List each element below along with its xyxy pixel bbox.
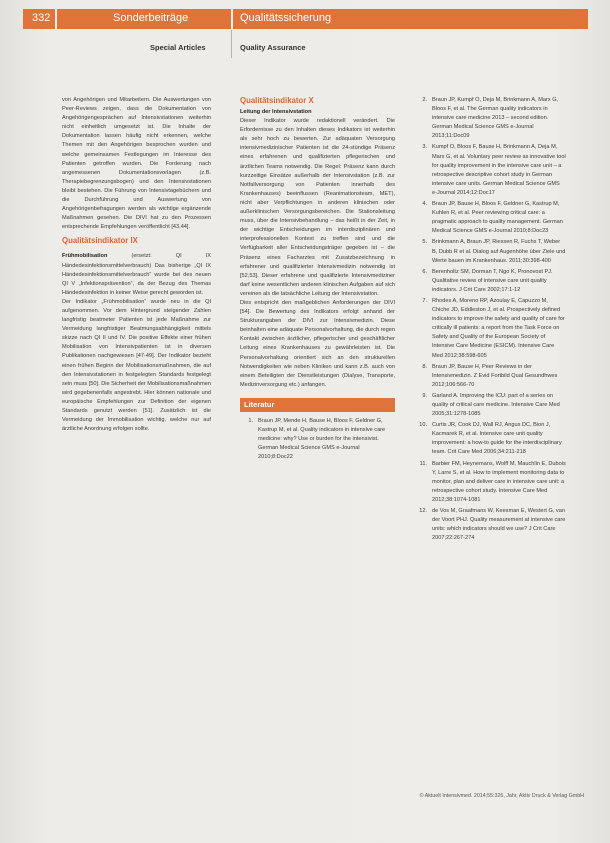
reference-text: Braun JP, Bause H, Peer Reviews in der Intensivmedizin. Z Evid Fortbild Qual Gesundhwes 2012;106:566-70 (432, 363, 558, 388)
reference-number: 11. (419, 460, 427, 467)
reference-item (414, 268, 566, 295)
reference-item (414, 143, 566, 198)
subheading (240, 108, 395, 117)
paragraph-text: (ersetzt: QI IX Händedesinfektionsmittelverbrauch) Das bisherige „QI IX Händedesinfektionsmittelverbrauch“ wurde bei des neuen QI V „Infektionsprävention“, da der Bezug des Themas Händedesinfektion in keiner Weise gerecht geworden ist. (62, 253, 211, 296)
reference-number: 5. (422, 239, 427, 246)
reference-text: Braun JP, Mende H, Bause H, Bloos F, Geldner G, Kastrup M, et al. Quality indicators in intensive care medicine: why? Use or burden for the intensivist. German Medical Science GMS e-Journal 2010;8:Doc22 (258, 417, 386, 461)
paragraph: Dies entspricht den maßgeblichen Anforderungen der DIVI [54]. Die Bewertung des Indikators erfolgt anhand der Strukturangaben der DIVI zur Intensivmedizin. Diese beinhalten eine adäquate Personalvorhaltung, die durch regen Kontakt zwischen ärztlicher, pflegerischer und geschäftlicher Leitung eines Krankenhauses zu gewährleisten ist. Die Personalvorhaltung orientiert sich an den strukturellen Notwendigkeiten wie neben Kliniken und kann z.B. auch von einem Beteiligten der Dienstleistungen (Dialyse, Transporte, Medizinversorgung etc.) anfangen. (240, 299, 395, 388)
reference-text: Berenholtz SM, Dorman T, Ngo K, Pronovost PJ. Qualitative review of intensive care unit quality indicators. J Crit Care 2002;17:1-12 (432, 268, 553, 293)
subheader-section: Special Articles (150, 43, 206, 52)
header-divider (231, 9, 233, 29)
section-heading: Qualitätsindikator IX (62, 236, 138, 246)
paragraph: Dieser Indikator wurde redaktionell verändert. Die Erfordernisse zu den Inhalten dieses Indikators ist weiterhin als sehr hoch zu bewerten. Zur adäquaten Versorgung intensivmedizinischer Patienten ist die 24-stündige Präsenz eines erfahrenen und qualifizierten pflegerischen und ärztlichen Teams notwendig. Die Regel: Präsenz kann durch kurzzeitige Einsätze außerhalb der Intensivstation (z.B. zur Notfallversorgung von Patienten innerhalb des Krankenhauses) beeinflussen (Reanimationsteam, MET), nicht aber Verpflichtungen in anderen klinischen oder außerklinischen Versorgungsbereichen. Die Stationsleitung muss, über die Intensivbehandlung – das heißt in der Zeit, in der wichtige Entscheidungen im interdisziplinären und interprofessionellen Kontext zu treffen sind und die Verfügbarkeit aller Entscheidungsträger gegeben ist – die Präsenz eines Facharztes mit Zusatzbezeichnung in erfahrener und qualifizierter Intensivmedizin notwendig ist [52,53]. Dieser erfahrene und qualifizierte Intensivmediziner darf keine wesentlichen anderen klinischen Aufgaben auf sich vereinen als die tatsächliche Leitung der Intensivstation. (240, 118, 395, 297)
reference-item (414, 363, 566, 390)
paragraph: Der Indikator „Frühmobilisation“ wurde neu in die QI aufgenommen. Vor dem Hintergrund steigender Zahlen langfristig beatmeter Patienten ist jede Maßnahme zur Vermeidung langfristiger Beatmungsabhängigkeit mittels skizze nach QI II und IV. Die positive Effekte einer frühen Mobilisation von Intensivpatienten ist in diversen Publikationen nachgewiesen [47-49]. Der Indikator bezieht einen frühen Beginn der Mobilisationsmaßnahmen, die auf den Intensivstationen in festgelegten Standards festgelegt sein muss [50]. Die Sicherheit der Mobilisationsmaßnahmen wird gegebenenfalls angestrebt. Hier können nationale und europäische Empfehlungen zur Definition der eigenen Standards genutzt werden [51]. Zusätzlich ist die Vermeidung der Immobilisation wichtig, welche nur auf ärztliche Anordnung erfolgen sollte. (62, 298, 211, 433)
paragraph: von Angehörigen und Mitarbeitern. Die Auswertungen von Peer-Reviews zeigen, dass die Dokumentation von Angehörigengesprächen auf Intensivstationen weiterhin nicht einheitlich umgesetzt ist. Die Inhalte der Dokumentation lassen häufig nicht erkennen, welche Themen mit den Angehörigen besprochen wurden und welche gemeinsamen Festlegungen im Interesse des Patienten getroffen wurden. Die Forderung nach angemessenen Dokumentationsvorlagen (z.B. Therapiebegrenzungsbogen) und den Intensivstationen bleibt bestehen. Die Führung von Intensivtagebüchern und die Durchführung und Auswertung von Angehörigenbefragungen werden als wichtige ergänzende Maßnahmen gesehen. Die DIVI hat zu den Prozessen entsprechende Empfehlungen veröffentlicht [43,44]. (62, 97, 211, 231)
reference-number: 10. (419, 422, 427, 429)
column-middle (240, 96, 395, 464)
reference-item (414, 507, 566, 543)
subheader-divider (231, 30, 232, 58)
reference-text: Braun JP, Bause H, Bloos F, Geldner G, Kastrup M, Kuhlen R, et al. Peer reviewing critical care: a pragmatic approach to quality management. German Medical Science GMS e-Journal 2010;8:Doc23 (432, 201, 563, 235)
reference-number: 7. (422, 297, 427, 304)
reference-number: 3. (422, 144, 427, 151)
bold-term: Frühmobilisation (62, 253, 108, 260)
reference-item (240, 417, 395, 462)
column-right (414, 96, 566, 545)
reference-number: 8. (422, 363, 427, 370)
reference-text: Kumpf O, Bloos F, Bause H, Brinkmann A, Deja M, Marx G, et al. Voluntary peer review as innovative tool for quality improvement in the intensive care unit – a retrospective descriptive cohort study in German intensive care units. German Medical Science GMS e-Journal 2014;12:Doc17 (432, 144, 566, 196)
reference-text: Curtis JR, Cook DJ, Wall RJ, Angus DC, Bion J, Kacmarek R, et al. Intensive care unit quality improvement: a how-to guide for the interdisciplinary team. Crit Care Med 2006;34:211-218 (432, 422, 562, 456)
reference-number: 1. (248, 417, 253, 424)
reference-number: 2. (422, 97, 427, 103)
footer-copyright: © Aktuelt Intensivmed. 2014;55:326, Jahr, Aktiv Druck & Verlag GmbH (419, 793, 584, 799)
column-left (62, 96, 211, 434)
literature-heading: Literatur (240, 398, 395, 412)
reference-text: Braun JP, Kumpf O, Deja M, Brinkmann A, Marx G, Bloos F, et al. The German quality indicators in intensive care medicine 2013 – second edition. German Medical Science GMS e-Journal 2013;11:Doc09 (432, 97, 559, 140)
reference-item (414, 297, 566, 361)
subheading-text: Leitung der Intensivstation (240, 109, 312, 115)
header-topic: Qualitätssicherung (240, 12, 332, 24)
reference-item (414, 200, 566, 236)
header-section: Sonderbeiträge (113, 12, 189, 24)
reference-number: 12. (419, 508, 427, 515)
section-heading: Qualitätsindikator X (240, 96, 314, 105)
header-divider (55, 9, 57, 29)
reference-item (414, 421, 566, 457)
reference-item (414, 238, 566, 265)
reference-item (414, 392, 566, 419)
reference-text: de Vos M, Graafmans W, Keesman E, Westert G, van der Voort PHJ. Quality measurement at intensive care units: which indicators should we use? J Crit Care 2007;22:267-274 (432, 508, 566, 542)
reference-text: Barbier FM, Heynemans, Wolff M, Mauchlin E, Dubois Y, Larre S, et al. How to implement monitoring data to monitor, plan and deliver care in intensive care unit: a retrospective cohort study. Intensive Care Med 2012;38:1074-1081 (432, 460, 566, 503)
page-number: 332 (32, 12, 51, 24)
reference-number: 6. (422, 268, 427, 275)
reference-item (414, 460, 566, 505)
reference-number: 4. (422, 201, 427, 208)
reference-text: Brinkmann A, Braun JP, Riessen R, Fuchs T, Weber B, Dubb R et al. Dialog auf Augenhöhe über Ziele und Werte bauen im Krankenhaus. 2011;30:398-400 (432, 239, 566, 264)
subheader-topic: Quality Assurance (240, 43, 306, 52)
reference-number: 9. (422, 392, 427, 399)
reference-item (414, 96, 566, 141)
header-bar (23, 9, 588, 29)
paragraph (62, 252, 211, 297)
reference-text: Garland A. Improving the ICU: part of a series on quality of critical care medicine. Intensive Care Med 2005;31:1278-1085 (432, 392, 560, 418)
reference-text: Rhodes A, Moreno RP, Azoulay E, Capuzzo M, Chiche JD, Eddleston J, et al. Prospectively defined indicators to improve the safety and quality of care for critically ill patients: a report from the Task Force on Safety and Quality of the European Society of Intensive Care Medicine (ESICM). Intensive Care Med 2012;38:598-605 (432, 297, 565, 359)
